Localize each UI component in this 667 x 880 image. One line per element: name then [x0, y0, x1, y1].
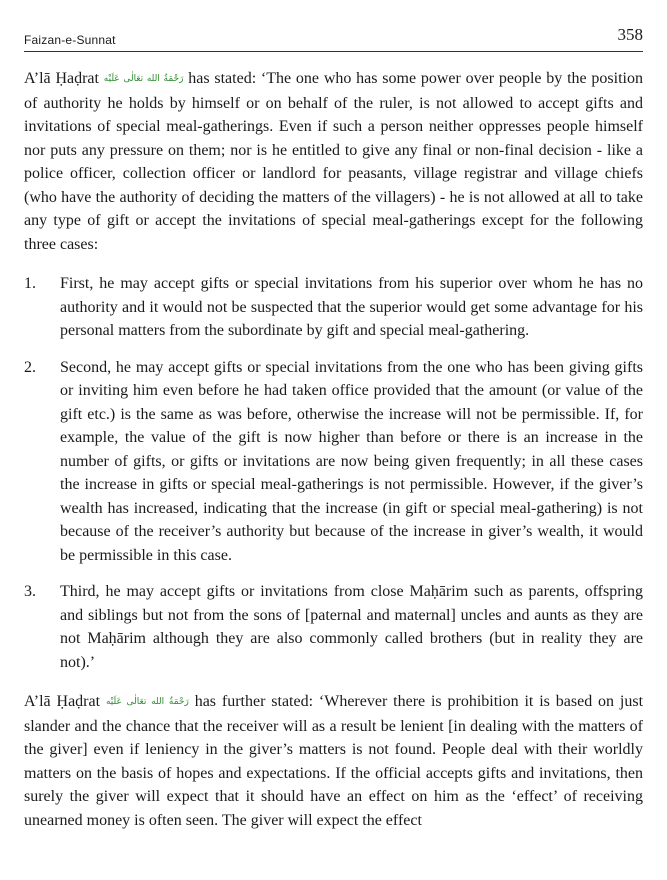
list-number: 2.	[24, 358, 36, 376]
cases-list	[24, 272, 643, 674]
paragraph-further	[24, 690, 643, 832]
header-rule	[24, 51, 643, 52]
honorific-name: A’lā Ḥaḍrat	[24, 70, 99, 87]
dua-honorific: رَحْمَةُ الله تعَالٰی عَلَيْه	[105, 697, 189, 707]
dua-honorific: رَحْمَةُ الله تعَالٰی عَلَيْه	[103, 74, 184, 84]
list-item-case-3	[24, 580, 643, 674]
paragraph-text: has further stated: ‘Wherever there is prohibition it is based on just slander and the chance that the receiver will as a result be lenient [in dealing with the matters of the giver] even if leniency in the giver’s matters is not found. People deal with their worldly matters on the basis of hopes and expectations. If the official accepts gifts and invitations, then surely the giver will expect that it should have an effect on him as the ‘effect’ of receiving unearned money is often seen. The giver will expect the effect	[24, 693, 644, 829]
list-text: Second, he may accept gifts or special invitations from the one who has been giving gifts or inviting him even before he had taken office provided that the amount (or value of the gift etc.) is the same as was before, otherwise the increase will not be permissible. If, for example, the value of the gift is now higher than before or there is an increase in the number of gifts, or gifts or invitations are now being given frequently; in all these cases the increase in gifts or special meal-gatherings is not permissible. However, if the giver’s wealth has increased, indicating that the increase (in gift or special meal-gathering) is not because of the receiver’s authority but because of the increase in giver’s wealth, it would be permissible in this case.	[60, 358, 643, 564]
list-item-case-1	[24, 272, 643, 343]
page-body	[24, 67, 643, 832]
page-header	[24, 25, 643, 49]
list-number: 3.	[24, 583, 36, 600]
page-number: 358	[617, 25, 643, 44]
paragraph-intro	[24, 67, 643, 256]
honorific-name: A’lā Ḥaḍrat	[24, 693, 101, 710]
list-item-case-2	[24, 356, 643, 568]
paragraph-text: has stated: ‘The one who has some power over people by the position of authority he holds by himself or on behalf of the ruler, is not allowed to accept gifts and invitations of special meal-gatherings. Even if such a person neither oppresses people himself nor puts any pressure on them; nor is he entitled to give any final or non-final decision - like a police officer, collection officer or landlord for peasants, village registrar and village chiefs (who have the authority of deciding the matters of the villagers) - he is not allowed at all to take any type of gift or accept the invitations of special meal-gatherings except for the following three cases:	[24, 70, 643, 253]
list-text: Third, he may accept gifts or invitations from close Maḥārim such as parents, offspring and siblings but not from the sons of [paternal and maternal] uncles and aunts as they are not Maḥārim although they are also commonly called brothers (but in reality they are not).’	[60, 583, 643, 671]
book-title: Faizan-e-Sunnat	[24, 33, 116, 47]
list-text: First, he may accept gifts or special invitations from his superior over whom he has no authority and it would not be suspected that the superior would get some advantage for his personal matters from the subordinate by gift and special meal-gathering.	[60, 275, 643, 339]
list-number: 1.	[24, 275, 36, 292]
